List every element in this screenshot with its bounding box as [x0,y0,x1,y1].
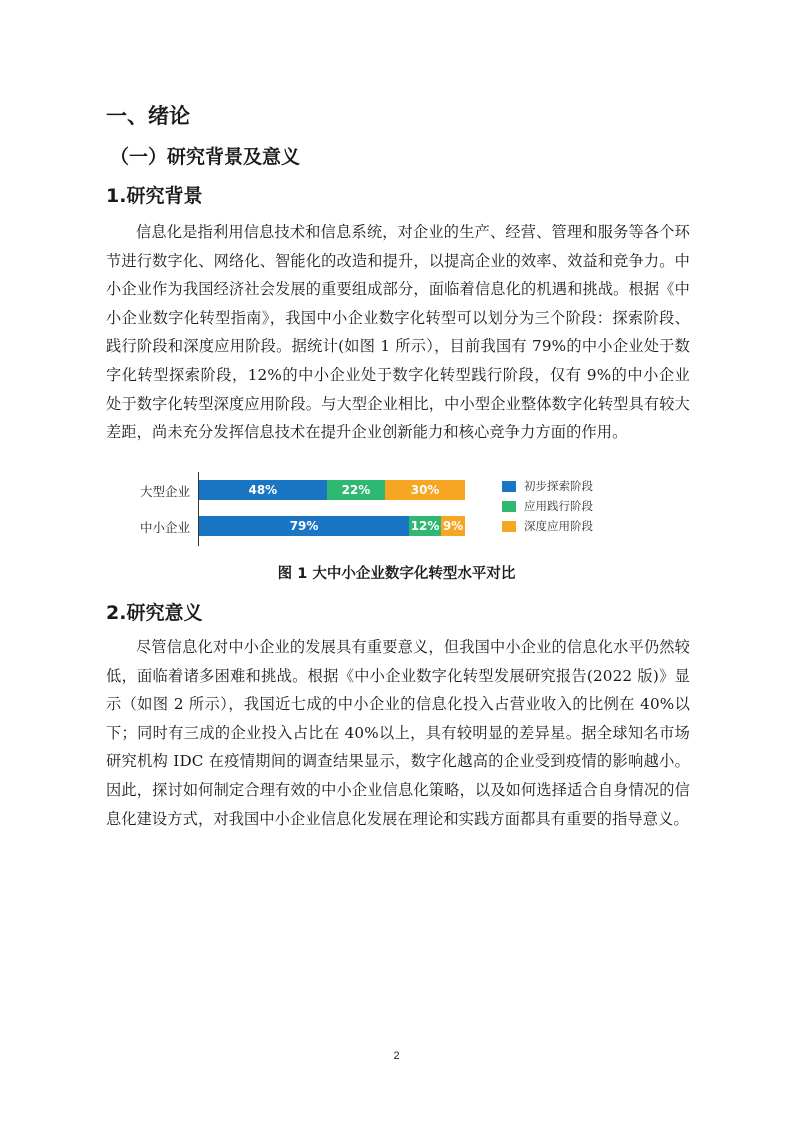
chart-bar-segment [199,516,409,536]
legend-label: 应用践行阶段 [524,499,593,513]
chart-bar-segment [385,480,465,500]
chart-bar-segment [199,480,327,500]
chart-data-label: 12% [410,519,440,533]
significance-heading: 2.研究意义 [106,602,203,624]
chart-bar-row [199,480,465,500]
figure-caption: 图 1 大中小企业数字化转型水平对比 [277,566,516,582]
chart-data-label: 48% [248,483,278,497]
chart-category-label: 中小企业 [140,520,191,535]
legend-label: 初步探索阶段 [524,479,593,493]
significance-paragraph: 尽管信息化对中小企业的发展具有重要意义，但我国中小企业的信息化水平仍然较低，面临着诸多困难和挑战。根据《中小企业数字化转型发展研究报告(2022 版)》显示（如图 2 所示），我国近七成的中小企业的信息化投入占营业收入的比例在 40%以下；同时有三成的企业投入占比在 40%以上，具有较明显的差异星。据全球知名市场研究机构 IDC 在疫情期间的调查结果显示，数字化越高的企业受到疫情的影响越小。因此，探讨如何制定合理有效的中小企业信息化策略，以及如何选择适合自身情况的信息化建设方式，对我国中小企业信息化发展在理论和实践方面都具有重要的指导意义。 [106,638,690,828]
page-number: 2 [393,1050,400,1062]
stacked-bar-chart [135,468,625,548]
background-heading: 1.研究背景 [106,185,203,207]
chart-category-label: 大型企业 [140,484,191,499]
chart-legend-item [502,516,593,536]
chart-data-label: 30% [410,483,440,497]
chart-bar-segment [327,480,386,500]
subsection-heading: （一）研究背景及意义 [110,146,301,168]
background-paragraph: 信息化是指利用信息技术和信息系统，对企业的生产、经营、管理和服务等各个环节进行数字化、网络化、智能化的改造和提升，以提高企业的效率、效益和竞争力。中小企业作为我国经济社会发展的重要组成部分，面临着信息化的机遇和挑战。根据《中小企业数字化转型指南》，我国中小企业数字化转型可以划分为三个阶段：探索阶段、践行阶段和深度应用阶段。据统计(如图 1 所示），目前我国有 79%的中小企业处于数字化转型探索阶段，12%的中小企业处于数字化转型践行阶段，仅有 9%的中小企业处于数字化转型深度应用阶段。与大型企业相比，中小型企业整体数字化转型具有较大差距，尚未充分发挥信息技术在提升企业创新能力和核心竞争力方面的作用。 [106,223,690,442]
chart-data-label: 9% [442,519,464,533]
chart-legend [502,476,593,536]
chart-bar-row [199,516,465,536]
chart-data-label: 22% [341,483,371,497]
legend-swatch [502,521,516,532]
chart-legend-item [502,476,593,496]
legend-swatch [502,481,516,492]
chart-data-label: 79% [289,519,319,533]
chart-bar-segment [441,516,465,536]
chart-bar-segment [409,516,441,536]
legend-label: 深度应用阶段 [524,519,593,533]
legend-swatch [502,501,516,512]
chart-legend-item [502,496,593,516]
section-heading: 一、绪论 [106,104,190,128]
